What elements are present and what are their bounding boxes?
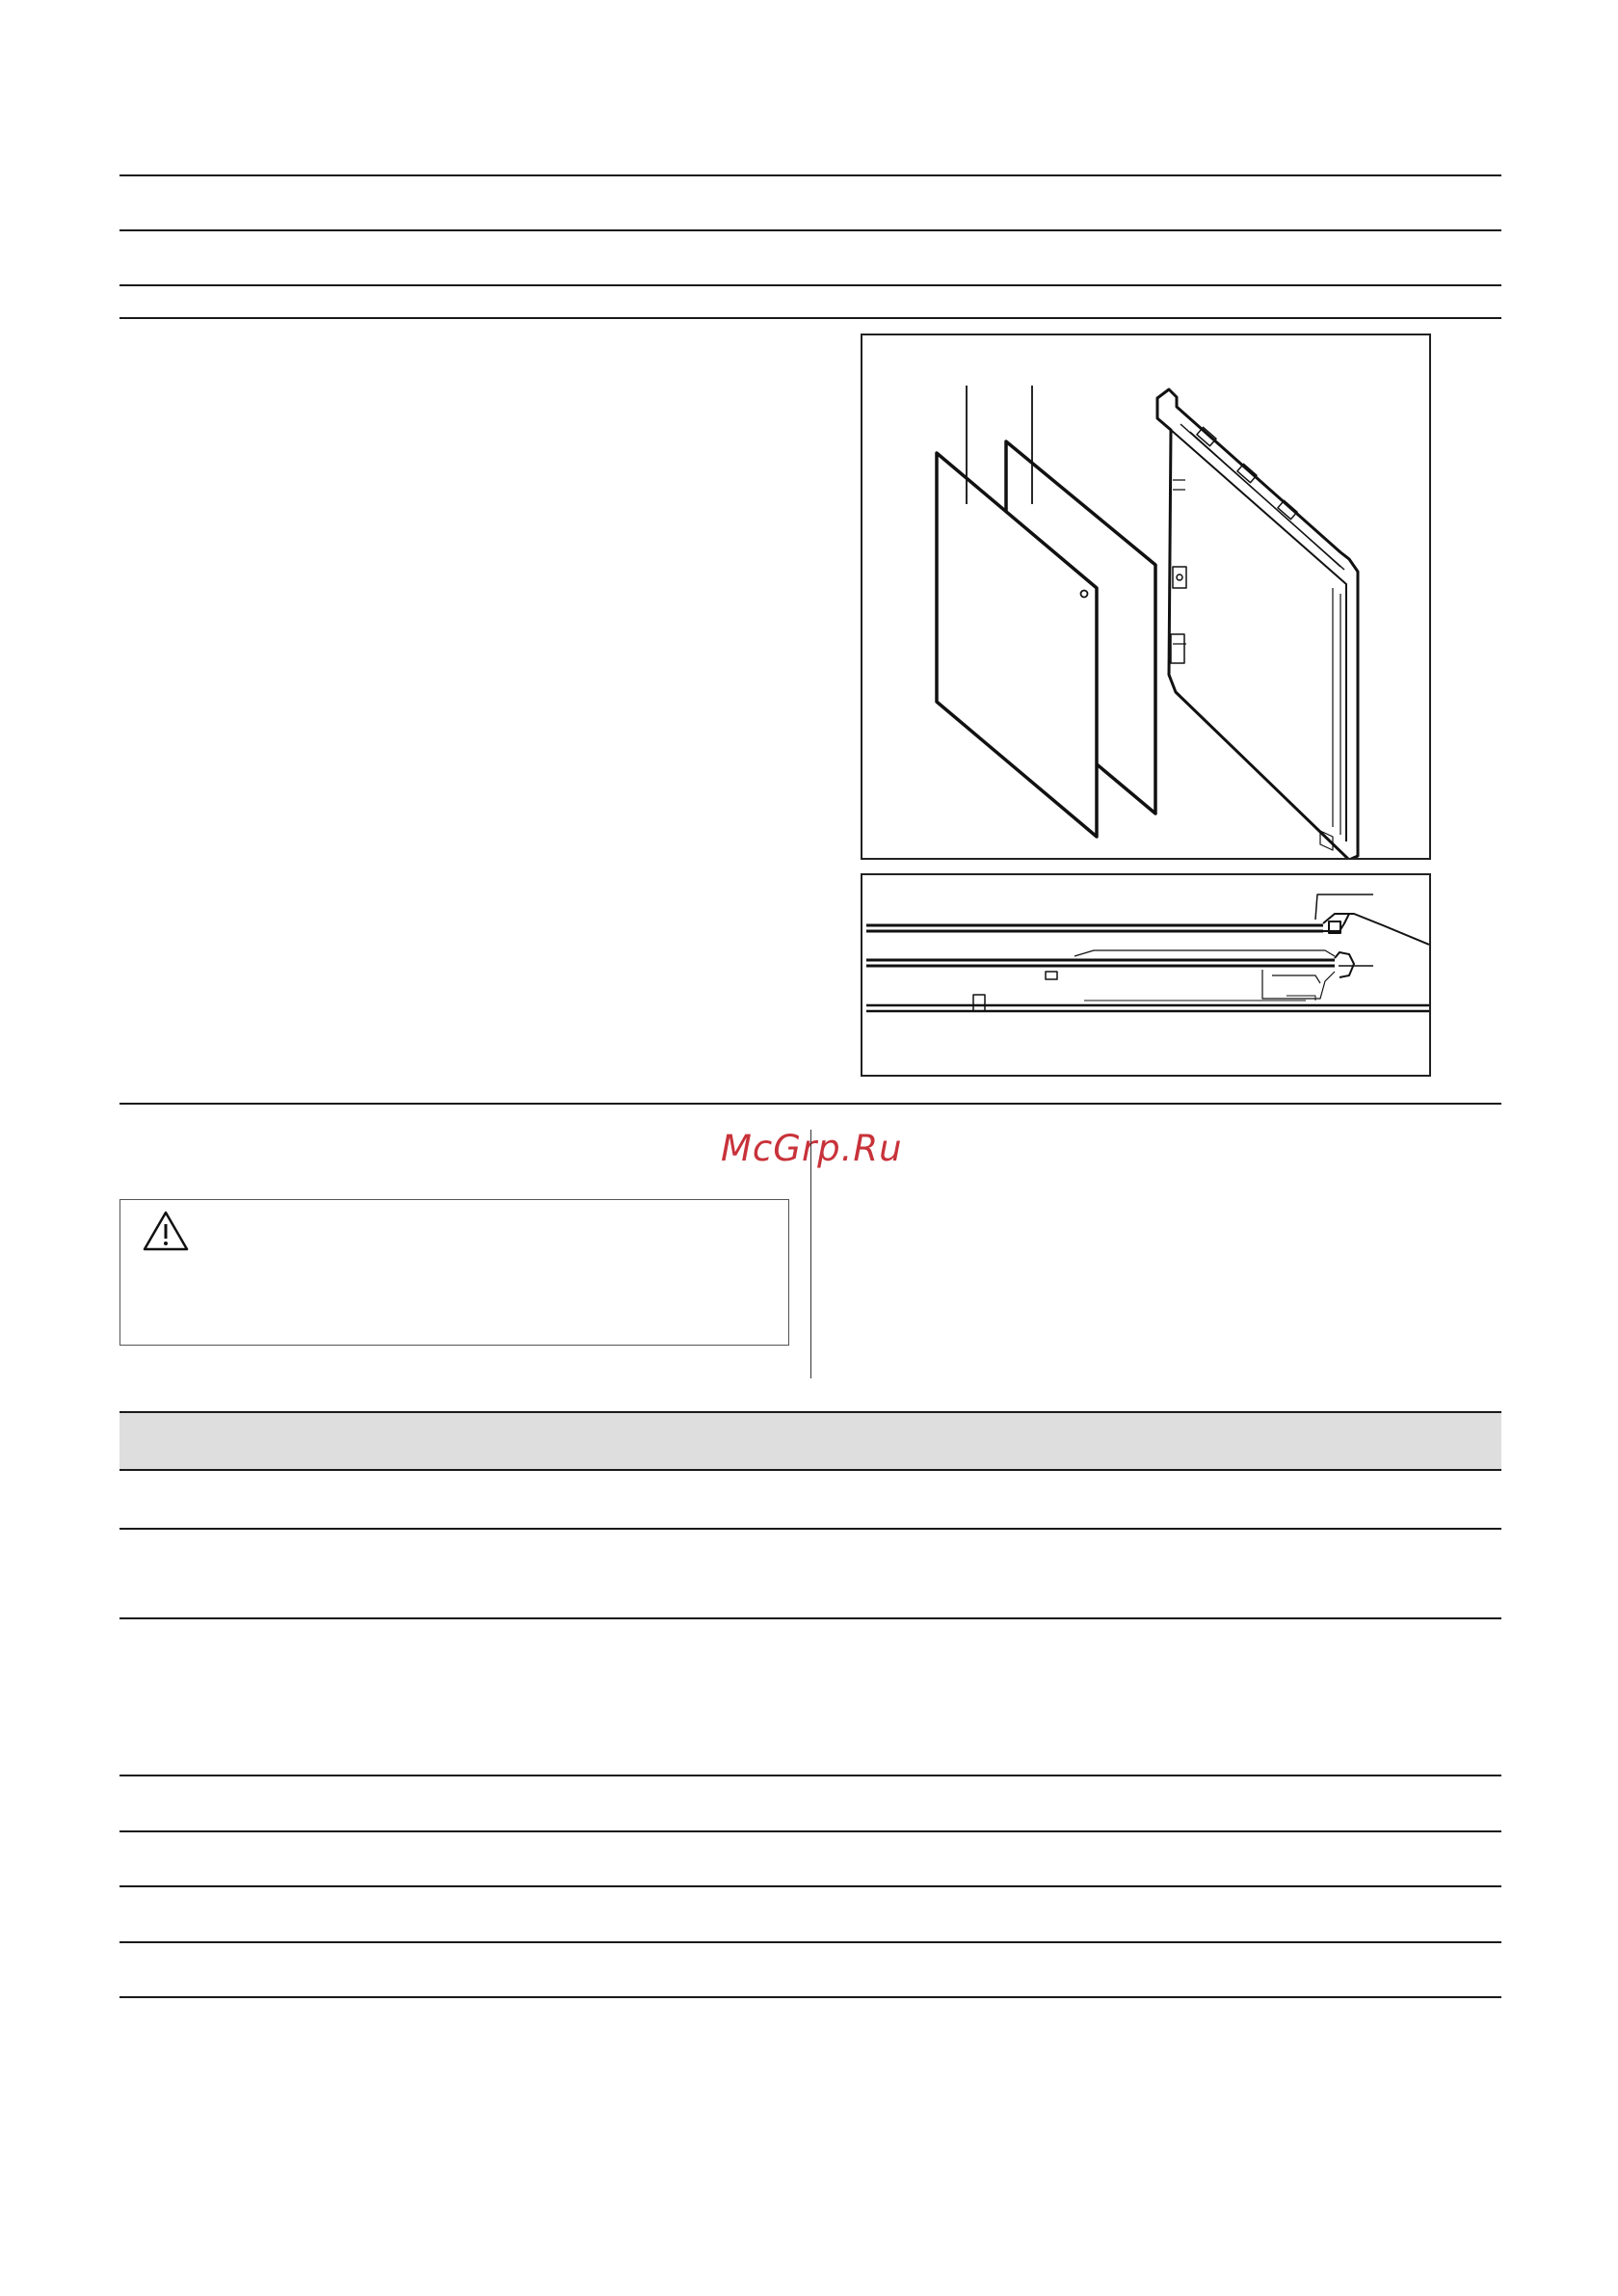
glass-panel-exploded-diagram	[862, 335, 1429, 858]
table-row-rule-4	[119, 1830, 1501, 1832]
table-row-rule-1	[119, 1528, 1501, 1530]
column-divider	[810, 1130, 811, 1378]
rule-1	[119, 174, 1501, 176]
table-row-rule-5	[119, 1885, 1501, 1887]
warning-triangle-icon	[142, 1210, 190, 1257]
rule-3	[119, 284, 1501, 286]
table-row-rule-2	[119, 1617, 1501, 1619]
table-row-rule-3	[119, 1775, 1501, 1776]
door-profile-section-figure	[861, 873, 1431, 1077]
glass-panel-exploded-figure	[861, 334, 1431, 860]
rule-2	[119, 229, 1501, 231]
table-row-rule-6	[119, 1941, 1501, 1943]
section-rule	[119, 1103, 1501, 1105]
rule-4	[119, 317, 1501, 319]
warning-box	[119, 1199, 789, 1346]
table-header	[119, 1411, 1501, 1471]
table-row-rule-7	[119, 1996, 1501, 1998]
watermark: McGrp.Ru	[721, 1128, 903, 1169]
door-profile-section-diagram	[862, 875, 1429, 1075]
